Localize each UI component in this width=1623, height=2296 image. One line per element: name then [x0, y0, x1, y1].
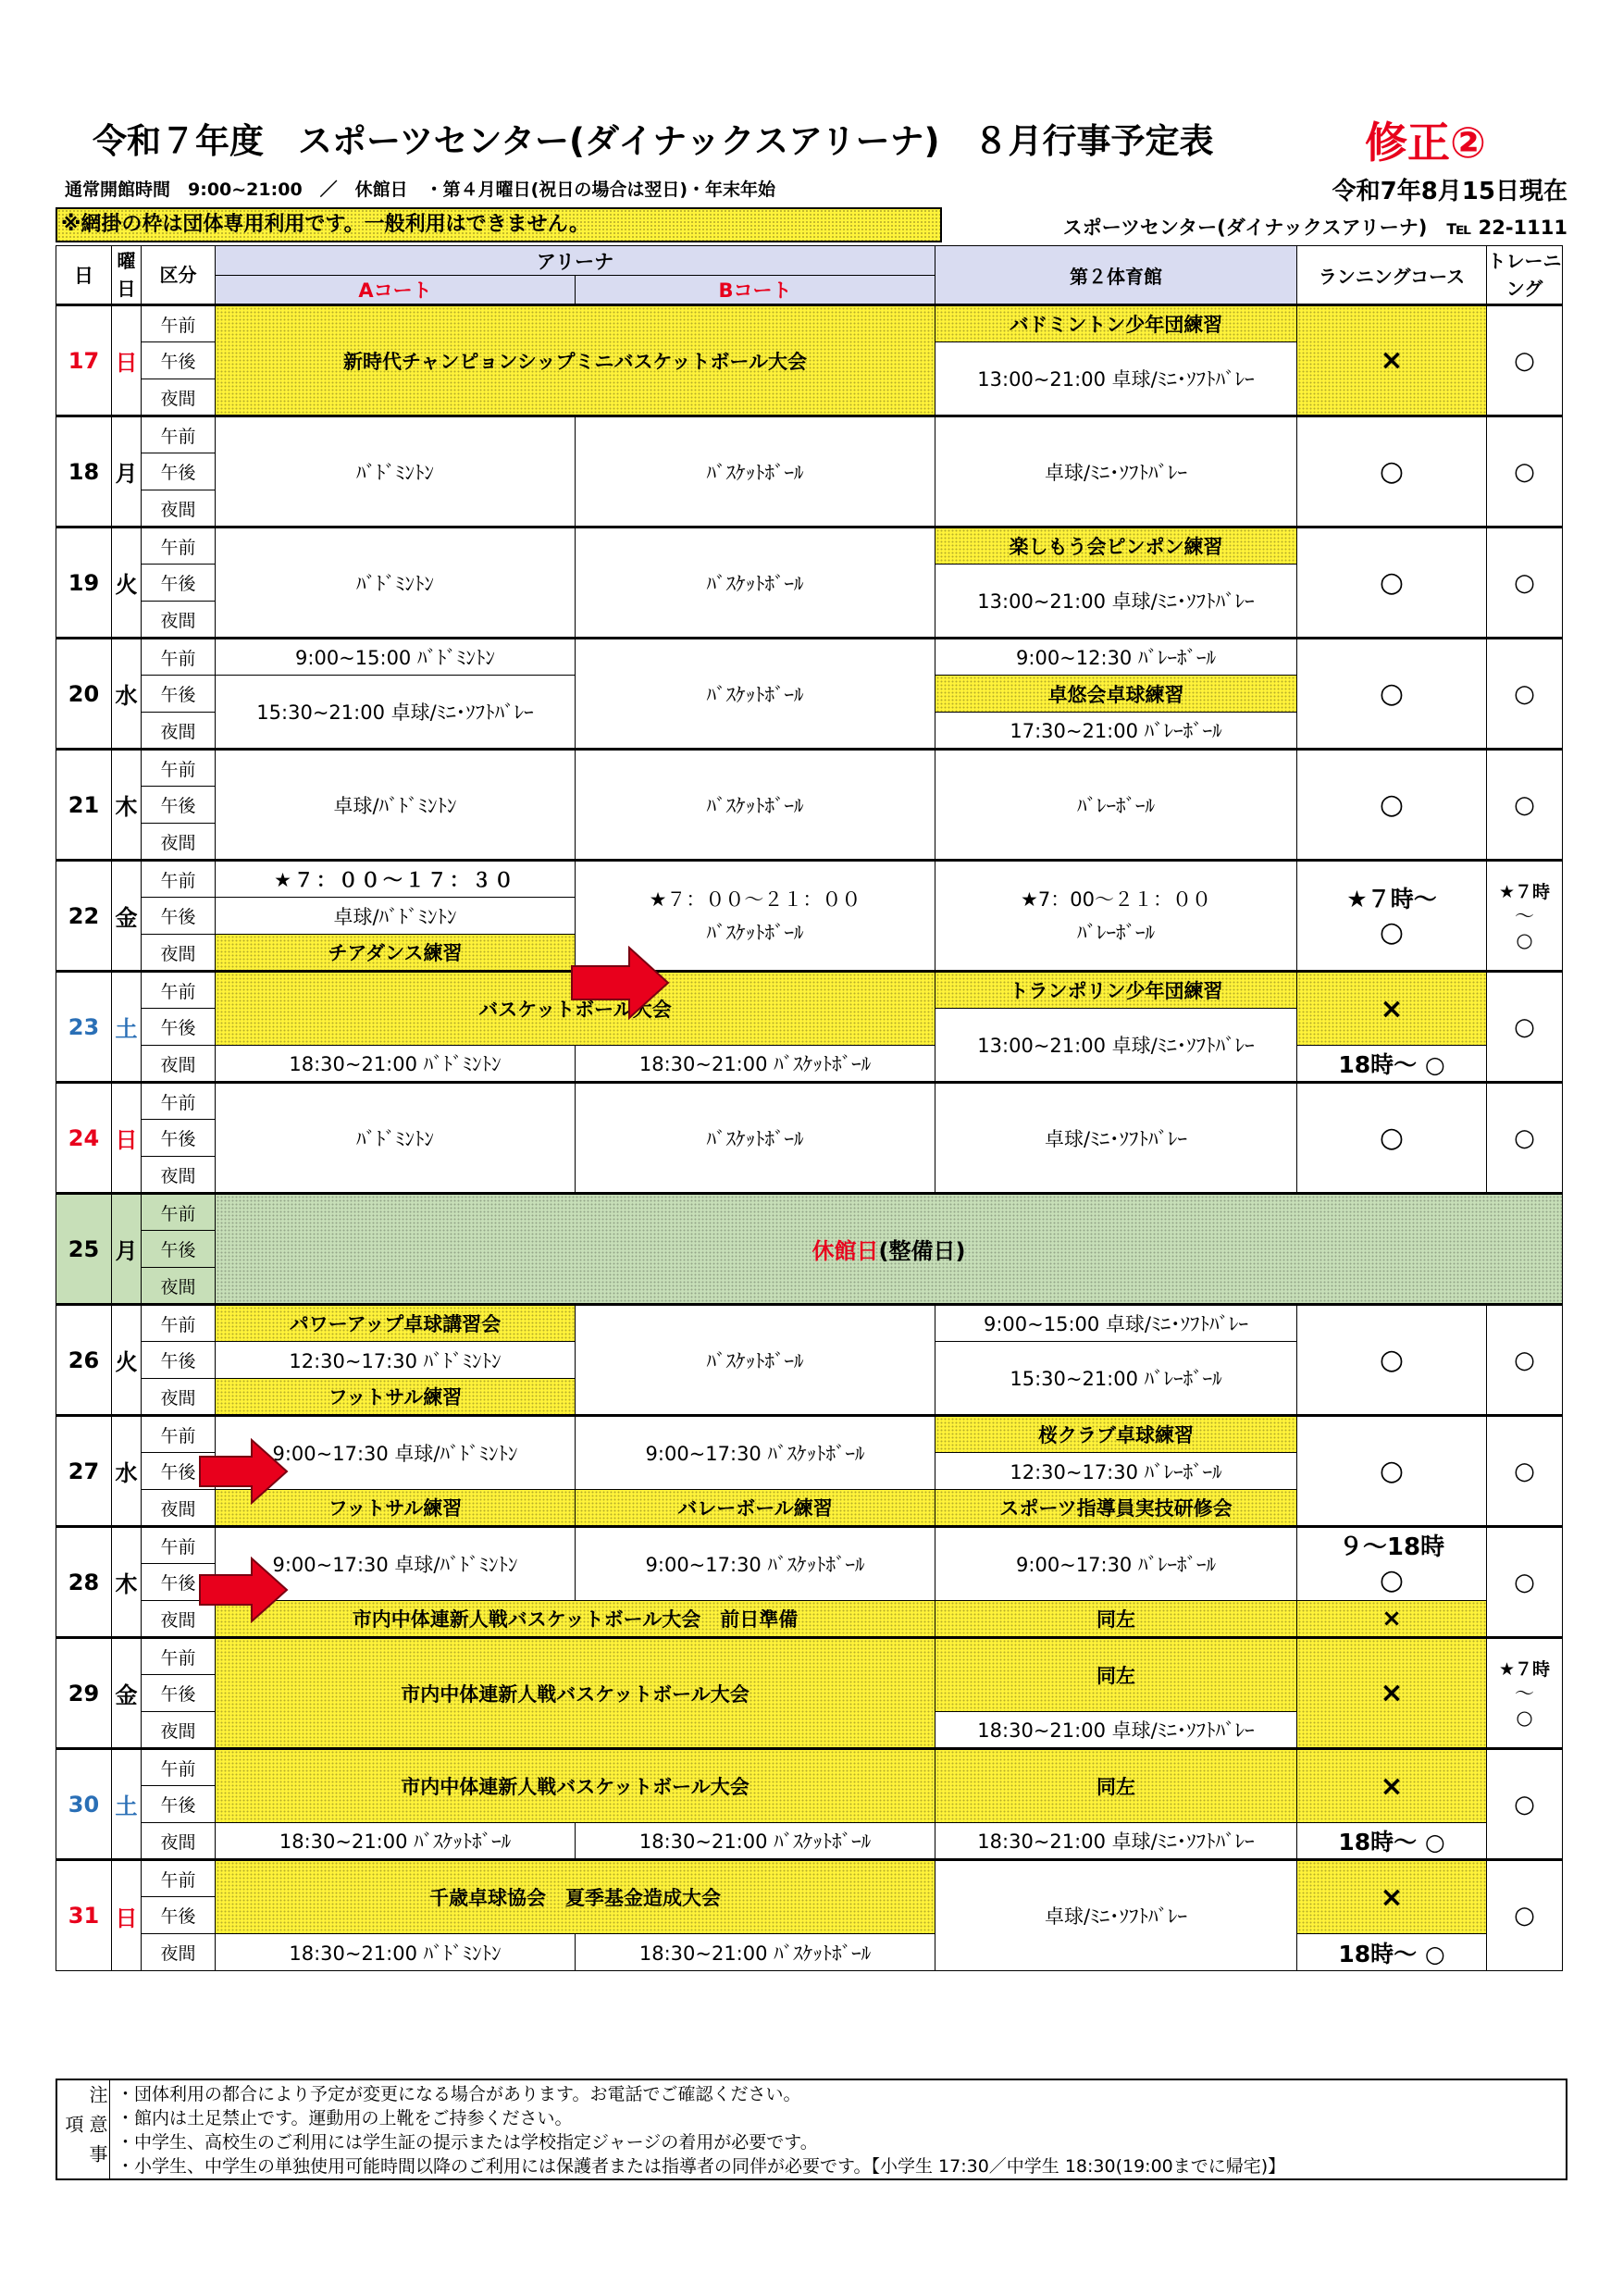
slot-pm: 午後 — [142, 676, 216, 713]
note-item: ・小学生、中学生の単独使用可能時間以降のご利用には保護者または指導者の同伴が必要です。【小学生 17:30／中学生 18:30(19:00までに帰宅)】 — [117, 2156, 1286, 2177]
arena-23: バスケットボール大会 — [216, 972, 935, 1046]
gym2-26-am: 9:00~15:00 卓球/ﾐﾆ･ｿﾌﾄﾊﾞﾚｰ — [935, 1305, 1297, 1342]
training-28: ○ — [1487, 1527, 1563, 1638]
gym2-21: ﾊﾞﾚｰﾎﾞｰﾙ — [935, 750, 1297, 861]
slot-am: 午前 — [142, 1638, 216, 1675]
day-19: 19 — [56, 527, 112, 639]
training-31: ○ — [1487, 1860, 1563, 1971]
as-of-date: 令和7年8月15日現在 — [1332, 178, 1567, 205]
weekday-20: 水 — [112, 639, 142, 750]
gym2-19-am: 楽しもう会ピンポン練習 — [935, 527, 1297, 565]
day-25: 25 — [56, 1194, 112, 1305]
slot-pm: 午後 — [142, 1009, 216, 1046]
header-slot: 区分 — [142, 246, 216, 305]
training-29 — [1487, 1638, 1563, 1749]
court-a-20-pm: 15:30~21:00 卓球/ﾐﾆ･ｿﾌﾄﾊﾞﾚｰ — [216, 676, 576, 750]
gym2-22 — [935, 861, 1297, 972]
gym2-17-am: バドミントン少年団練習 — [935, 305, 1297, 342]
running-29: × — [1297, 1638, 1487, 1749]
running-26: ○ — [1297, 1305, 1487, 1416]
court-a-31-ev: 18:30~21:00 ﾊﾞﾄﾞﾐﾝﾄﾝ — [216, 1934, 576, 1971]
running-20: ○ — [1297, 639, 1487, 750]
gym2-23-pm: 13:00~21:00 卓球/ﾐﾆ･ｿﾌﾄﾊﾞﾚｰ — [935, 1009, 1297, 1083]
gym2-22-time: ★7：00～２１：００ — [1021, 887, 1211, 911]
slot-am: 午前 — [142, 639, 216, 676]
court-b-20: ﾊﾞｽｹｯﾄﾎﾞｰﾙ — [576, 639, 935, 750]
court-a-23-ev: 18:30~21:00 ﾊﾞﾄﾞﾐﾝﾄﾝ — [216, 1046, 576, 1083]
slot-ev: 夜間 — [142, 1823, 216, 1860]
slot-ev: 夜間 — [142, 935, 216, 972]
running-22-mark: ○ — [1379, 915, 1405, 949]
court-a-20-am: 9:00~15:00 ﾊﾞﾄﾞﾐﾝﾄﾝ — [216, 639, 576, 676]
training-29-mark: ○ — [1516, 1706, 1533, 1729]
day-27: 27 — [56, 1416, 112, 1527]
training-23: ○ — [1487, 972, 1563, 1083]
gym2-31: 卓球/ﾐﾆ･ｿﾌﾄﾊﾞﾚｰ — [935, 1860, 1297, 1971]
gym2-23-am: トランポリン少年団練習 — [935, 972, 1297, 1009]
header-day: 日 — [56, 246, 112, 305]
slot-am: 午前 — [142, 1305, 216, 1342]
running-28-time: ９～18時 — [1338, 1533, 1445, 1561]
running-30-ev: 18時～ ○ — [1297, 1823, 1487, 1860]
slot-pm: 午後 — [142, 453, 216, 490]
slot-am: 午前 — [142, 1749, 216, 1786]
running-21: ○ — [1297, 750, 1487, 861]
gym2-27-am: 桜クラブ卓球練習 — [935, 1416, 1297, 1453]
gym2-22-label: ﾊﾞﾚｰﾎﾞｰﾙ — [1077, 921, 1155, 944]
slot-pm: 午後 — [142, 1453, 216, 1490]
gym2-20-ev: 17:30~21:00 ﾊﾞﾚｰﾎﾞｰﾙ — [935, 713, 1297, 750]
slot-am: 午前 — [142, 1860, 216, 1897]
notes-heading: 注意事項 — [57, 2080, 110, 2178]
day-23: 23 — [56, 972, 112, 1083]
slot-ev: 夜間 — [142, 1379, 216, 1416]
training-24: ○ — [1487, 1083, 1563, 1194]
change-arrow-icon — [198, 1438, 291, 1505]
slot-ev: 夜間 — [142, 1712, 216, 1749]
slot-am: 午前 — [142, 972, 216, 1009]
slot-ev: 夜間 — [142, 1046, 216, 1083]
gym2-28: 9:00~17:30 ﾊﾞﾚｰﾎﾞｰﾙ — [935, 1527, 1297, 1601]
header-court-b: Bコート — [576, 276, 935, 305]
court-a-27-ev: フットサル練習 — [216, 1490, 576, 1527]
running-28-mark: ○ — [1379, 1564, 1405, 1596]
gym2-29-ev: 18:30~21:00 卓球/ﾐﾆ･ｿﾌﾄﾊﾞﾚｰ — [935, 1712, 1297, 1749]
slot-am: 午前 — [142, 1527, 216, 1564]
court-b-22-time: ★７：００～２１：００ — [649, 887, 861, 911]
running-17: × — [1297, 305, 1487, 416]
weekday-27: 水 — [112, 1416, 142, 1527]
weekday-21: 木 — [112, 750, 142, 861]
slot-am: 午前 — [142, 750, 216, 787]
weekday-31: 日 — [112, 1860, 142, 1971]
court-b-30-ev: 18:30~21:00 ﾊﾞｽｹｯﾄﾎﾞｰﾙ — [576, 1823, 935, 1860]
slot-am: 午前 — [142, 416, 216, 453]
slot-am: 午前 — [142, 861, 216, 898]
shaded-cell-notice: ※網掛の枠は団体専用利用です。一般利用はできません。 — [56, 207, 942, 242]
day-20: 20 — [56, 639, 112, 750]
schedule-table — [56, 245, 1563, 1971]
day-21: 21 — [56, 750, 112, 861]
slot-ev: 夜間 — [142, 1268, 216, 1305]
slot-ev: 夜間 — [142, 379, 216, 416]
running-23: × — [1297, 972, 1487, 1046]
day-17: 17 — [56, 305, 112, 416]
weekday-29: 金 — [112, 1638, 142, 1749]
page-title: 令和７年度 スポーツセンター(ダイナックスアリーナ) ８月行事予定表 — [93, 121, 1214, 161]
gym2-24: 卓球/ﾐﾆ･ｿﾌﾄﾊﾞﾚｰ — [935, 1083, 1297, 1194]
day-22: 22 — [56, 861, 112, 972]
revision-label: 修正② — [1365, 118, 1486, 168]
day-28: 28 — [56, 1527, 112, 1638]
day-30: 30 — [56, 1749, 112, 1860]
slot-pm: 午後 — [142, 1231, 216, 1268]
court-a-18: ﾊﾞﾄﾞﾐﾝﾄﾝ — [216, 416, 576, 527]
training-26: ○ — [1487, 1305, 1563, 1416]
arena-29: 市内中体連新人戦バスケットボール大会 — [216, 1638, 935, 1749]
gym2-29: 同左 — [935, 1638, 1297, 1712]
gym2-18: 卓球/ﾐﾆ･ｿﾌﾄﾊﾞﾚｰ — [935, 416, 1297, 527]
court-b-19: ﾊﾞｽｹｯﾄﾎﾞｰﾙ — [576, 527, 935, 639]
slot-ev: 夜間 — [142, 1490, 216, 1527]
gym2-20-pm: 卓悠会卓球練習 — [935, 676, 1297, 713]
court-b-21: ﾊﾞｽｹｯﾄﾎﾞｰﾙ — [576, 750, 935, 861]
training-30: ○ — [1487, 1749, 1563, 1860]
court-a-26-am: パワーアップ卓球講習会 — [216, 1305, 576, 1342]
change-arrow-icon — [570, 946, 672, 1020]
training-27: ○ — [1487, 1416, 1563, 1527]
training-29-tilde: ～ — [1515, 1682, 1534, 1705]
slot-pm: 午後 — [142, 1675, 216, 1712]
running-18: ○ — [1297, 416, 1487, 527]
court-b-27-ev: バレーボール練習 — [576, 1490, 935, 1527]
weekday-28: 木 — [112, 1527, 142, 1638]
slot-pm: 午後 — [142, 565, 216, 602]
slot-am: 午前 — [142, 527, 216, 565]
court-a-19: ﾊﾞﾄﾞﾐﾝﾄﾝ — [216, 527, 576, 639]
slot-am: 午前 — [142, 1083, 216, 1120]
court-a-22-time: ★７：００～１７：３０ — [216, 861, 576, 898]
closed-reason: (整備日) — [878, 1238, 966, 1264]
slot-am: 午前 — [142, 305, 216, 342]
training-21: ○ — [1487, 750, 1563, 861]
court-b-26: ﾊﾞｽｹｯﾄﾎﾞｰﾙ — [576, 1305, 935, 1416]
running-27: ○ — [1297, 1416, 1487, 1527]
court-b-28: 9:00~17:30 ﾊﾞｽｹｯﾄﾎﾞｰﾙ — [576, 1527, 935, 1601]
training-22-mark: ○ — [1516, 928, 1533, 951]
court-a-21: 卓球/ﾊﾞﾄﾞﾐﾝﾄﾝ — [216, 750, 576, 861]
running-19: ○ — [1297, 527, 1487, 639]
training-18: ○ — [1487, 416, 1563, 527]
training-22 — [1487, 861, 1563, 972]
notes-list — [117, 2082, 1285, 2178]
slot-ev: 夜間 — [142, 713, 216, 750]
weekday-24: 日 — [112, 1083, 142, 1194]
slot-ev: 夜間 — [142, 1934, 216, 1971]
slot-ev: 夜間 — [142, 824, 216, 861]
gym2-30: 同左 — [935, 1749, 1297, 1823]
header-court-a: Aコート — [216, 276, 576, 305]
training-20: ○ — [1487, 639, 1563, 750]
note-item: ・館内は土足禁止です。運動用の上靴をご持参ください。 — [117, 2108, 573, 2128]
slot-am: 午前 — [142, 1416, 216, 1453]
training-29-time: ★７時 — [1498, 1658, 1551, 1680]
slot-ev: 夜間 — [142, 602, 216, 639]
gym2-28-ev: 同左 — [935, 1601, 1297, 1638]
training-22-tilde: ～ — [1515, 904, 1534, 927]
weekday-19: 火 — [112, 527, 142, 639]
weekday-25: 月 — [112, 1194, 142, 1305]
court-a-22-ev: チアダンス練習 — [216, 935, 576, 972]
gym2-27-pm: 12:30~17:30 ﾊﾞﾚｰﾎﾞｰﾙ — [935, 1453, 1297, 1490]
change-arrow-icon — [198, 1557, 291, 1623]
day-26: 26 — [56, 1305, 112, 1416]
training-19: ○ — [1487, 527, 1563, 639]
weekday-22: 金 — [112, 861, 142, 972]
court-b-27: 9:00~17:30 ﾊﾞｽｹｯﾄﾎﾞｰﾙ — [576, 1416, 935, 1490]
gym2-30-ev: 18:30~21:00 卓球/ﾐﾆ･ｿﾌﾄﾊﾞﾚｰ — [935, 1823, 1297, 1860]
court-a-27: 9:00~17:30 卓球/ﾊﾞﾄﾞﾐﾝﾄﾝ — [216, 1416, 576, 1490]
header-weekday: 曜日 — [112, 246, 142, 305]
note-item: ・中学生、高校生のご利用には学生証の提示または学校指定ジャージの着用が必要です。 — [117, 2132, 818, 2153]
header-gym2: 第２体育館 — [935, 246, 1297, 305]
slot-pm: 午後 — [142, 898, 216, 935]
training-17: ○ — [1487, 305, 1563, 416]
slot-ev: 夜間 — [142, 1157, 216, 1194]
arena-17: 新時代チャンピョンシップミニバスケットボール大会 — [216, 305, 935, 416]
court-a-28: 9:00~17:30 卓球/ﾊﾞﾄﾞﾐﾝﾄﾝ — [216, 1527, 576, 1601]
closed-label: 休館日 — [812, 1238, 879, 1264]
slot-pm: 午後 — [142, 1342, 216, 1379]
weekday-26: 火 — [112, 1305, 142, 1416]
court-a-24: ﾊﾞﾄﾞﾐﾝﾄﾝ — [216, 1083, 576, 1194]
slot-pm: 午後 — [142, 1897, 216, 1934]
day-31: 31 — [56, 1860, 112, 1971]
weekday-30: 土 — [112, 1749, 142, 1860]
running-28-ev: × — [1297, 1601, 1487, 1638]
arena-31: 千歳卓球協会 夏季基金造成大会 — [216, 1860, 935, 1934]
closed-day-25 — [216, 1194, 1563, 1305]
note-item: ・団体利用の都合により予定が変更になる場合があります。お電話でご確認ください。 — [117, 2084, 801, 2104]
court-b-24: ﾊﾞｽｹｯﾄﾎﾞｰﾙ — [576, 1083, 935, 1194]
gym2-19-pm: 13:00~21:00 卓球/ﾐﾆ･ｿﾌﾄﾊﾞﾚｰ — [935, 565, 1297, 639]
running-28 — [1297, 1527, 1487, 1601]
running-24: ○ — [1297, 1083, 1487, 1194]
slot-ev: 夜間 — [142, 490, 216, 527]
court-b-18: ﾊﾞｽｹｯﾄﾎﾞｰﾙ — [576, 416, 935, 527]
court-b-23-ev: 18:30~21:00 ﾊﾞｽｹｯﾄﾎﾞｰﾙ — [576, 1046, 935, 1083]
slot-pm: 午後 — [142, 1786, 216, 1823]
court-b-31-ev: 18:30~21:00 ﾊﾞｽｹｯﾄﾎﾞｰﾙ — [576, 1934, 935, 1971]
running-31-ev: 18時～ ○ — [1297, 1934, 1487, 1971]
weekday-18: 月 — [112, 416, 142, 527]
court-a-30-ev: 18:30~21:00 ﾊﾞｽｹｯﾄﾎﾞｰﾙ — [216, 1823, 576, 1860]
notes-section — [56, 2079, 1567, 2180]
slot-pm: 午後 — [142, 787, 216, 824]
gym2-27-ev: スポーツ指導員実技研修会 — [935, 1490, 1297, 1527]
opening-hours: 通常開館時間 9:00~21:00 ／ 休館日 ・第４月曜日(祝日の場合は翌日)・年末年始 — [65, 180, 776, 200]
gym2-26-pm: 15:30~21:00 ﾊﾞﾚｰﾎﾞｰﾙ — [935, 1342, 1297, 1416]
arena-28-ev: 市内中体連新人戦バスケットボール大会 前日準備 — [216, 1601, 935, 1638]
weekday-17: 日 — [112, 305, 142, 416]
day-18: 18 — [56, 416, 112, 527]
slot-pm: 午後 — [142, 1564, 216, 1601]
court-a-22: 卓球/ﾊﾞﾄﾞﾐﾝﾄﾝ — [216, 898, 576, 935]
running-23-ev: 18時～ ○ — [1297, 1046, 1487, 1083]
slot-pm: 午後 — [142, 1120, 216, 1157]
day-29: 29 — [56, 1638, 112, 1749]
day-24: 24 — [56, 1083, 112, 1194]
court-b-22-label: ﾊﾞｽｹｯﾄﾎﾞｰﾙ — [706, 921, 804, 944]
running-30: × — [1297, 1749, 1487, 1823]
weekday-23: 土 — [112, 972, 142, 1083]
header-training: トレーニング — [1487, 246, 1563, 305]
slot-am: 午前 — [142, 1194, 216, 1231]
court-a-26-pm: 12:30~17:30 ﾊﾞﾄﾞﾐﾝﾄﾝ — [216, 1342, 576, 1379]
gym2-17-pm: 13:00~21:00 卓球/ﾐﾆ･ｿﾌﾄﾊﾞﾚｰ — [935, 342, 1297, 416]
running-31: × — [1297, 1860, 1487, 1934]
header-running: ランニングコース — [1297, 246, 1487, 305]
running-22-time: ★７時～ — [1346, 885, 1437, 912]
slot-ev: 夜間 — [142, 1601, 216, 1638]
contact-phone: スポーツセンター(ダイナックスアリーナ) ℡ 22-1111 — [1062, 217, 1567, 239]
gym2-20-am: 9:00~12:30 ﾊﾞﾚｰﾎﾞｰﾙ — [935, 639, 1297, 676]
slot-pm: 午後 — [142, 342, 216, 379]
header-arena: アリーナ — [216, 246, 935, 276]
court-a-26-ev: フットサル練習 — [216, 1379, 576, 1416]
arena-30: 市内中体連新人戦バスケットボール大会 — [216, 1749, 935, 1823]
running-22 — [1297, 861, 1487, 972]
training-22-time: ★７時 — [1498, 881, 1551, 902]
